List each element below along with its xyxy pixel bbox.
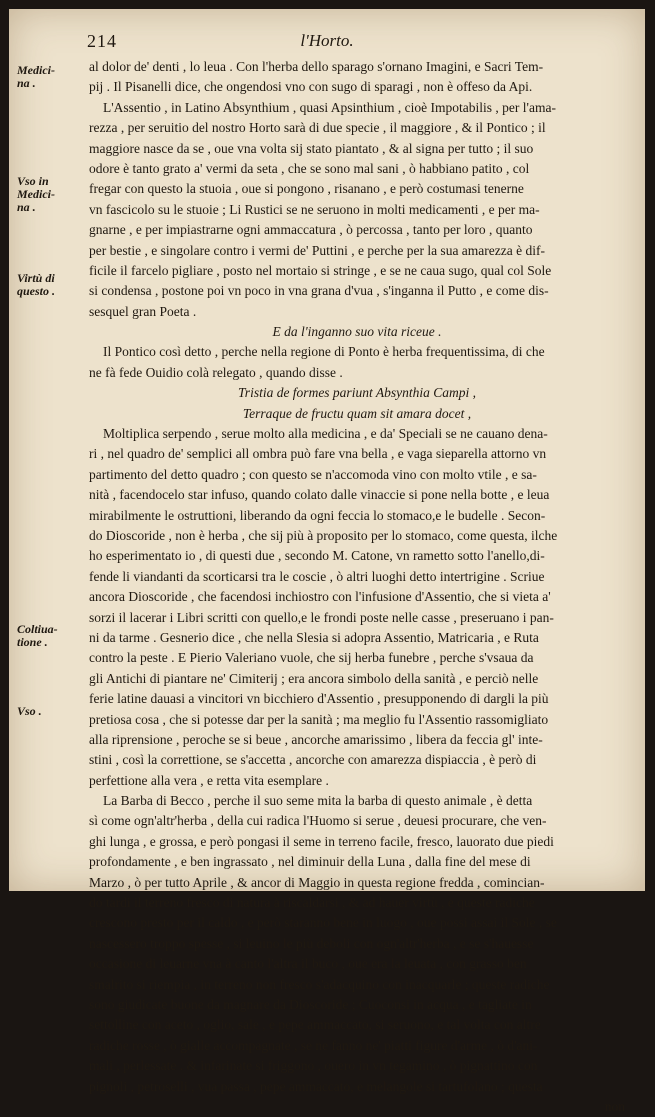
text-line: do Dioscoride , non è herba , che sij più à proposito per lo stomaco, come questa, ilche: [89, 527, 558, 543]
margin-note-line: Virtù di: [17, 271, 55, 285]
text-line: mirabilmente le ostruttioni, liberando da ogni feccia lo stomaco,e le budelle . Secon-: [89, 507, 546, 523]
text-line: Il Pontico così detto , perche nella regione di Ponto è herba frequentissima, di che: [103, 344, 545, 360]
margin-note-vso: [17, 705, 77, 718]
text-line: ferie latine dauasi a vincitori vn bicchiero d'Assentio , presupponendo di dargli la più: [89, 691, 549, 707]
text-line: pij . Il Pisanelli dice, che ongendosi vno con sugo di sparagi , non è offeso da Api.: [89, 79, 533, 95]
text-line: L'Assentio , in Latino Absynthium , quasi Apsinthium , cioè Impotabilis , per l'ama-: [103, 99, 556, 115]
text-line: fregar con questo la stuoia , oue si pongono , risanano , e però costumasi tenerne: [89, 181, 524, 197]
text-line: fende li viandanti da scorticarsi tra le coscie , ò altri luoghi detto intertrigine . Scriue: [89, 568, 545, 584]
text-line: non: [604, 1098, 625, 1114]
margin-note-line: Medici-: [17, 63, 55, 77]
margin-note-line: na .: [17, 200, 36, 214]
text-line: al dolor de' denti , lo leua . Con l'herba dello sparago s'ornano Imagini, e Sacri Tem-: [89, 59, 544, 74]
text-line: contro la peste . E Pierio Valeriano vuole, che sij herba funebre , perche s'vsaua da: [89, 650, 534, 666]
text-line: ne fà fede Ouidio colà relegato , quando disse .: [89, 364, 343, 380]
text-line: radiche rosse , ò gialle accompagnate , se ne fanno ne' piatti figure d'arme , ò d'ani-: [89, 1037, 538, 1053]
text-line: pignoli , petroselli , vua passa , pepe ammaccato, e melangole si tartufolano ; questa: [89, 1078, 543, 1094]
text-line: sorzi il lacerar i Libri scritti con quello,e le frondi poste nelle casse , preseruano i pan-: [89, 609, 554, 625]
margin-note-line: Coltiua-: [17, 622, 58, 636]
text-line: La Barba di Becco , perche il suo seme mita la barba di questo animale , è detta: [103, 793, 533, 809]
text-line: ni da tarme . Gesnerio dice , che nella Slesia si adopra Assentio, Matricaria , e Ruta: [89, 629, 539, 645]
text-line: mali , perlessate . & infarinate si friggono , ouero in vn tegamino , ò pignattino con: [89, 1058, 538, 1074]
text-line: gli Antichi di piantare ne' Cimiterij ; era ancora simbolo della sanità , e perciò nelle: [89, 670, 539, 686]
text-line: do tardi il terreno fresco di natura à riscaldarsi , & ad hauer virtù , e queste radiche: [89, 895, 535, 911]
text-line: Tristia de formes pariunt Absynthia Campi ,: [238, 385, 476, 401]
text-line: si condensa , postone poi vn poco in vna grana d'vua , s'inganna il Putto , e come dis-: [89, 283, 549, 299]
text-line: alla riprensione , peroche se si beue , ancorche amarissimo , libera da feccia gl' inte-: [89, 731, 543, 747]
text-line: gnarne , e per impiastrarne ogni ammaccatura , ò percossa , tanto per loro , quanto: [89, 222, 533, 238]
page-number: 214: [87, 31, 117, 51]
book-page: [9, 9, 645, 1114]
text-line: settolline con aceto , oglio, sale , e pepe ammaccato, si seruono, e tal volta con altre: [89, 1017, 541, 1033]
text-line: occasione di leuarne vna à canto l'altra il buco , oue era la leuata , con grasso ben: [89, 956, 527, 972]
margin-note-line: Medici-: [17, 187, 55, 201]
margin-note-line: Vso in: [17, 174, 49, 188]
text-line: Moltiplica serpendo , serue molto alla medicina , e da' Speciali se ne cauano dena-: [103, 426, 548, 442]
text-line: ancora Dioscoride , che facendosi inchiostro con l'infusione d'Assentio, che si vieta a': [89, 589, 551, 605]
text-line: Marzo , ò per tutto Aprile , & ancor di Maggio in questa regione fredda , comincian-: [89, 874, 545, 890]
text-line: Terraque de fructu quam sit amara docet ,: [242, 405, 472, 421]
text-line: ficile il farcelo pigliare , posto nel mortaio si stringe , e se ne caua sugo, qual col Sole: [89, 262, 552, 278]
text-line: sesquel gran Poeta .: [89, 303, 197, 319]
text-line: ho esperimentato io , di questi due , secondo M. Catone, vn rametto sotto l'anello,di-: [89, 548, 545, 564]
text-line: ghi lunga , e grossa, e però pongasi il seme in terreno facile, fresco, lauorato due piedi: [89, 833, 554, 849]
text-line: pretiosa cosa , che si potesse dar per la sanità ; ma meglio fu l'Assentio rassomigliato: [89, 711, 549, 727]
text-line: profondamente , e ben ingrassato , nel diminuir della Luna , dalla fine del mese di: [89, 854, 531, 870]
margin-note-line: tione .: [17, 635, 48, 649]
text-line: sono giudicate buone da magnare da Dioscoride ; Cuoconsi in acqua , e tagliate in: [89, 996, 532, 1012]
margin-note-line: Vso .: [17, 704, 42, 718]
page-header: [9, 31, 645, 57]
text-line: E da l'inganno suo vita riceue .: [272, 324, 442, 340]
margin-note-medicina: [17, 64, 77, 90]
text-line: maggiore nasce da se , oue vna volta sij stato piantato , & al signa per tutto ; il suo: [89, 140, 534, 156]
margin-note-virtu: [17, 272, 77, 298]
running-title: l'Horto.: [300, 31, 354, 50]
text-line: odore è tanto grato a' vermi da seta , che se sono mal sani , ò habbiano patito , col: [89, 160, 530, 176]
margin-note-line: na .: [17, 76, 36, 90]
margin-note-line: questo .: [17, 284, 56, 298]
text-line: perfettione alla vera , e retta vita esemplare .: [89, 772, 329, 788]
margin-note-coltivatione: [17, 623, 77, 649]
text-line: nascessero troppo spesse , si leuino le più deboli con ogn'altr'herba , e se s'hauesse: [89, 935, 534, 951]
text-line: vn fascicolo su le stuoie ; Li Rustici se ne seruono in molti medicamenti , e per ma-: [89, 201, 540, 217]
text-line: nità , facendocelo star infuso, quando colato dalle vinaccie si pone nella botte , e leua: [89, 487, 550, 503]
text-line: per bestie , e singolare contro i vermi de' Puttini , e perche per la sua amarezza è dif-: [89, 242, 545, 258]
text-line: smalrito si riempia , in terreno non fresco s'adacquino con inacquarle ; queste radiche: [89, 976, 550, 992]
text-line: stini , così la correttione, se s'accetta , ancorche con amarezza dispiaccia , è però di: [89, 752, 537, 768]
text-line: partimento del detto quadro ; con questo se n'accomoda vino con molto vtile , e sa-: [89, 466, 537, 482]
text-line: sì come ogn'altr'herba , della cui radica l'Huomo si serue , deuesi procurare, che ven-: [89, 813, 547, 829]
margin-note-vso-in-medicina: [17, 175, 77, 214]
text-line: crescono presto per il caldo , e però staranno bene in luogo , oue possi assai il Sole , se: [89, 915, 557, 931]
body-text: [89, 57, 625, 1117]
text-line: ri , nel quadro de' semplici all ombra può fare vna bella , e vaga sieparella attorno vn: [89, 446, 547, 462]
text-line: rezza , per seruitio del nostro Horto sarà di due specie , il maggiore , & il Pontico ; il: [89, 120, 546, 136]
